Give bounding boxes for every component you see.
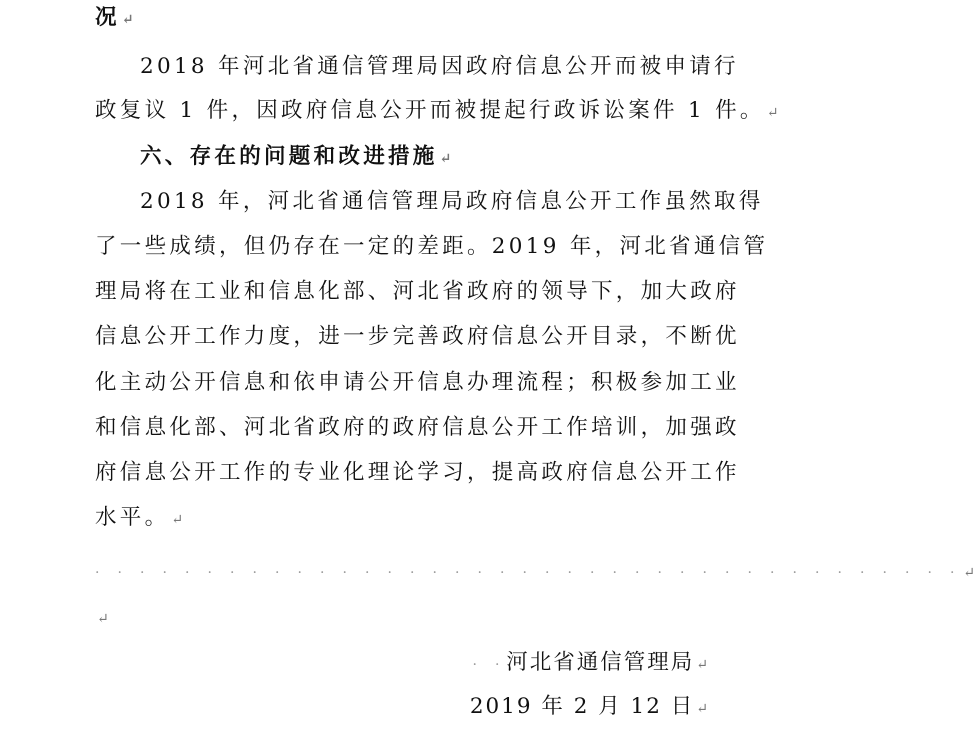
blank-line [95,556,975,588]
paragraph-mark-icon: ↵ [766,105,779,121]
text-line: 信息公开工作力度，进一步完善政府信息公开目录，不断优 [95,324,740,349]
text-line: 和信息化部、河北省政府的政府信息公开工作培训，加强政 [95,415,740,440]
text-line: 2018 年河北省通信管理局因政府信息公开而被申请行 [140,54,739,79]
paragraph-mark-icon: ↵ [696,657,708,673]
paragraph-mark-icon: ↵ [97,611,109,627]
space-marks: · · · · · · · · · · · · · · · · · · · · · · · · · · · · · · · · · · · · · · · [95,565,962,581]
section-heading: 六、存在的问题和改进措施 ↵ [140,144,452,169]
text-line: 政复议 1 件，因政府信息公开而被提起行政诉讼案件 1 件。 ↵ [95,98,779,123]
date: 2019 年 2 月 12 日 [469,694,695,719]
text-line: 理局将在工业和信息化部、河北省政府的领导下，加大政府 [95,279,740,304]
space-marks: · · [472,657,507,673]
text-line: 府信息公开工作的专业化理论学习，提高政府信息公开工作 [95,460,740,485]
empty-line [95,602,109,634]
signature-line [472,648,708,680]
paragraph-mark-icon: ↵ [171,512,184,528]
text-line: 了一些成绩，但仍存在一定的差距。2019 年，河北省通信管 [95,234,769,259]
date-line [470,692,708,724]
signature: 河北省通信管理局 [506,650,695,675]
paragraph-mark-icon: ↵ [439,151,452,167]
text-line: 2018 年，河北省通信管理局政府信息公开工作虽然取得 [140,189,764,214]
text-line: 水平。 ↵ [95,505,184,530]
text-line: 况 ↵ [95,5,134,30]
paragraph-mark-icon: ↵ [121,12,134,28]
text-line: 化主动公开信息和依申请公开信息办理流程；积极参加工业 [95,370,740,395]
paragraph-mark-icon: ↵ [696,701,708,717]
paragraph-mark-icon: ↵ [963,565,975,581]
